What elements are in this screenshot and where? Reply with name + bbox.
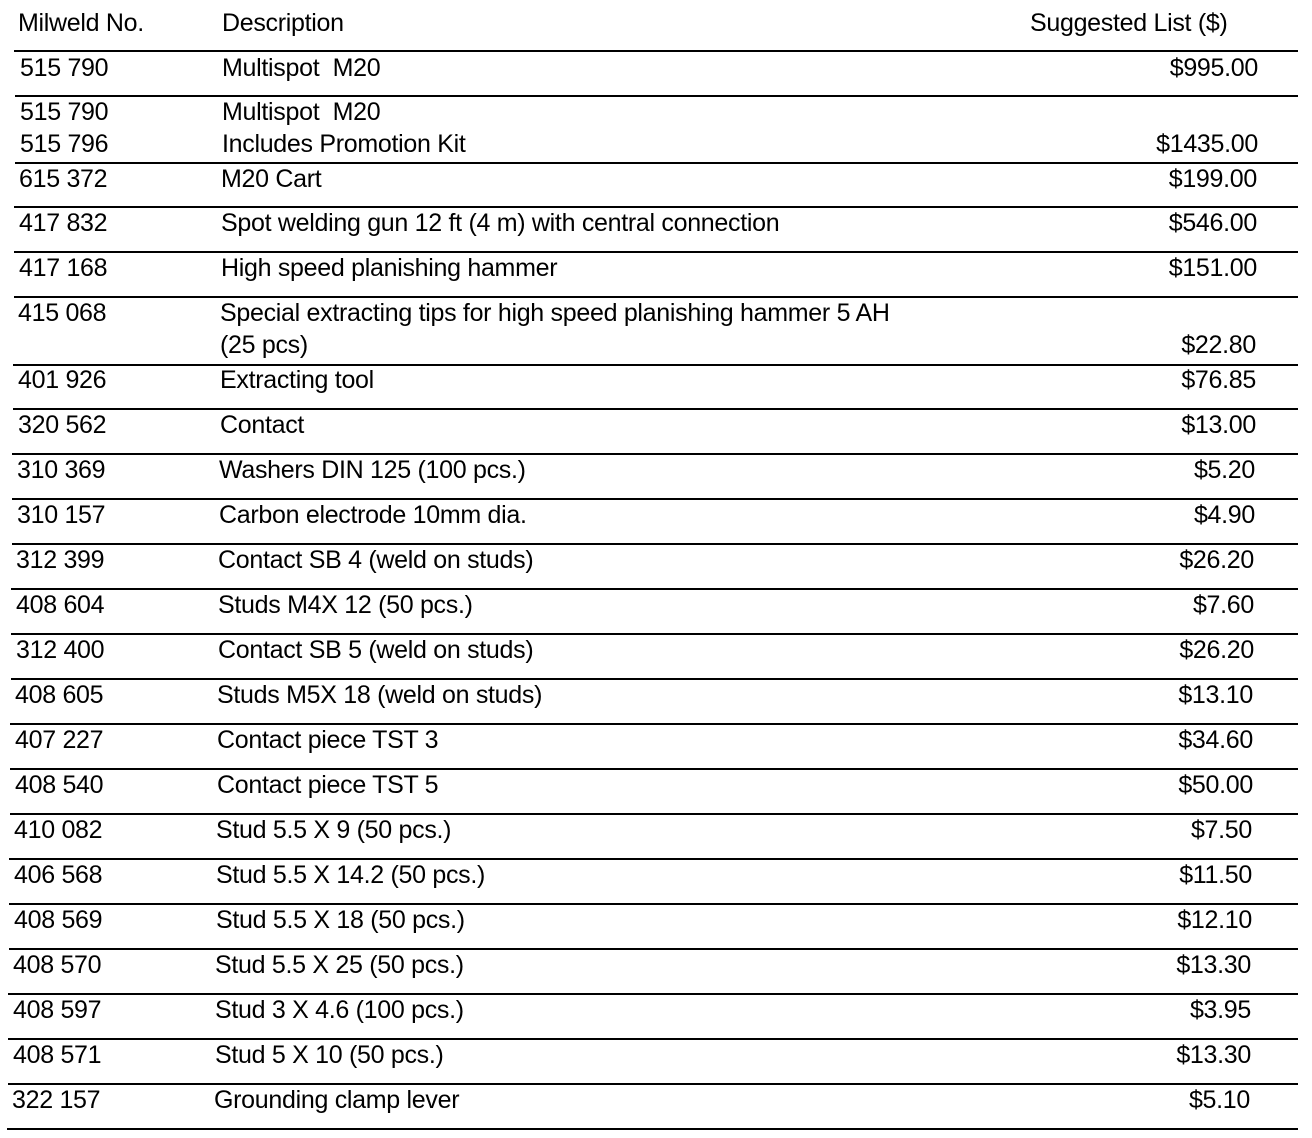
cell-price: $13.00 — [1181, 411, 1256, 439]
cell-price: $26.20 — [1179, 636, 1254, 664]
cell-description: Stud 5.5 X 25 (50 pcs.) — [215, 951, 464, 979]
cell-part-number: 312 400 — [16, 636, 105, 664]
row-divider — [7, 1128, 1298, 1130]
cell-part-number: 408 570 — [13, 951, 102, 979]
row-divider — [11, 678, 1298, 680]
cell-description: Stud 5.5 X 14.2 (50 pcs.) — [216, 861, 486, 889]
cell-price: $3.95 — [1189, 996, 1251, 1024]
cell-part-number: 615 372 — [19, 165, 108, 193]
cell-description: Stud 3 X 4.6 (100 pcs.) — [215, 996, 464, 1024]
row-divider — [9, 948, 1298, 950]
cell-description: Studs M4X 12 (50 pcs.) — [218, 591, 473, 619]
cell-price: $151.00 — [1168, 254, 1257, 282]
cell-price: $13.10 — [1178, 681, 1253, 709]
cell-description: High speed planishing hammer — [221, 254, 558, 282]
row-divider — [12, 543, 1298, 545]
row-divider — [15, 162, 1298, 164]
row-divider — [8, 1083, 1298, 1085]
row-divider — [8, 993, 1298, 995]
cell-part-number: 322 157 — [12, 1086, 101, 1114]
row-divider — [12, 453, 1298, 455]
cell-description: Contact piece TST 5 — [217, 771, 439, 799]
cell-price: $199.00 — [1168, 165, 1257, 193]
cell-description: Stud 5.5 X 9 (50 pcs.) — [216, 816, 452, 844]
row-divider — [9, 903, 1298, 905]
cell-price: $12.10 — [1177, 906, 1252, 934]
cell-part-number: 401 926 — [18, 366, 107, 394]
cell-description: Contact SB 4 (weld on studs) — [218, 546, 534, 574]
cell-part-number: 417 168 — [19, 254, 108, 282]
cell-description: Multispot M20 — [222, 54, 381, 82]
cell-part-number: 408 540 — [15, 771, 104, 799]
header-suggested-list: Suggested List ($) — [1030, 9, 1228, 37]
row-divider — [11, 633, 1298, 635]
cell-description: Stud 5 X 10 (50 pcs.) — [215, 1041, 444, 1069]
row-divider — [14, 50, 1298, 52]
cell-description: Washers DIN 125 (100 pcs.) — [219, 456, 526, 484]
row-divider — [10, 768, 1298, 770]
cell-price: $995.00 — [1169, 54, 1258, 82]
row-divider — [10, 813, 1298, 815]
cell-part-number: 312 399 — [16, 546, 105, 574]
row-divider — [12, 498, 1298, 500]
cell-description: Stud 5.5 X 18 (50 pcs.) — [216, 906, 465, 934]
cell-part-number: 415 068 — [18, 299, 107, 327]
cell-description: Contact SB 5 (weld on studs) — [218, 636, 534, 664]
cell-price: $76.85 — [1181, 366, 1256, 394]
cell-price: $5.20 — [1193, 456, 1255, 484]
cell-description: Contact piece TST 3 — [217, 726, 439, 754]
cell-part-number: 410 082 — [14, 816, 103, 844]
cell-price: $546.00 — [1168, 209, 1257, 237]
cell-price: $7.50 — [1190, 816, 1252, 844]
cell-part-number: 408 605 — [15, 681, 104, 709]
cell-part-number: 408 597 — [13, 996, 102, 1024]
cell-part-number: 406 568 — [14, 861, 103, 889]
cell-description: Extracting tool — [220, 366, 374, 394]
cell-description: Studs M5X 18 (weld on studs) — [217, 681, 543, 709]
cell-description: Contact — [220, 411, 305, 439]
cell-price: $22.80 — [1181, 331, 1256, 359]
row-divider — [15, 95, 1298, 97]
cell-part-number: 408 569 — [14, 906, 103, 934]
cell-part-number: 407 227 — [15, 726, 104, 754]
cell-price: $26.20 — [1179, 546, 1254, 574]
cell-description: Special extracting tips for high speed planishing hammer 5 AH (25 pcs) — [220, 299, 890, 359]
row-divider — [14, 251, 1298, 253]
cell-price: $34.60 — [1178, 726, 1253, 754]
row-divider — [11, 588, 1298, 590]
header-description: Description — [222, 9, 344, 37]
cell-description: Carbon electrode 10mm dia. — [219, 501, 527, 529]
cell-price: $5.10 — [1188, 1086, 1250, 1114]
cell-price: $11.50 — [1179, 861, 1252, 889]
cell-part-number: 515 790 — [20, 54, 109, 82]
cell-part-number: 515 790 515 796 — [20, 98, 109, 158]
cell-price: $13.30 — [1176, 1041, 1251, 1069]
cell-price: $4.90 — [1193, 501, 1255, 529]
cell-price: $7.60 — [1192, 591, 1254, 619]
row-divider — [9, 858, 1298, 860]
cell-part-number: 408 604 — [16, 591, 105, 619]
row-divider — [10, 723, 1298, 725]
cell-price: $50.00 — [1178, 771, 1253, 799]
cell-description: Grounding clamp lever — [214, 1086, 460, 1114]
cell-part-number: 310 369 — [17, 456, 106, 484]
cell-part-number: 320 562 — [18, 411, 107, 439]
row-divider — [13, 408, 1298, 410]
cell-part-number: 417 832 — [19, 209, 108, 237]
cell-price: $13.30 — [1176, 951, 1251, 979]
cell-part-number: 310 157 — [17, 501, 106, 529]
row-divider — [8, 1038, 1298, 1040]
cell-description: M20 Cart — [221, 165, 322, 193]
header-part-number: Milweld No. — [18, 9, 144, 37]
row-divider — [13, 364, 1298, 366]
cell-description: Spot welding gun 12 ft (4 m) with central connection — [221, 209, 780, 237]
cell-price: $1435.00 — [1156, 130, 1258, 158]
cell-part-number: 408 571 — [13, 1041, 102, 1069]
cell-description: Multispot M20 Includes Promotion Kit — [222, 98, 466, 158]
